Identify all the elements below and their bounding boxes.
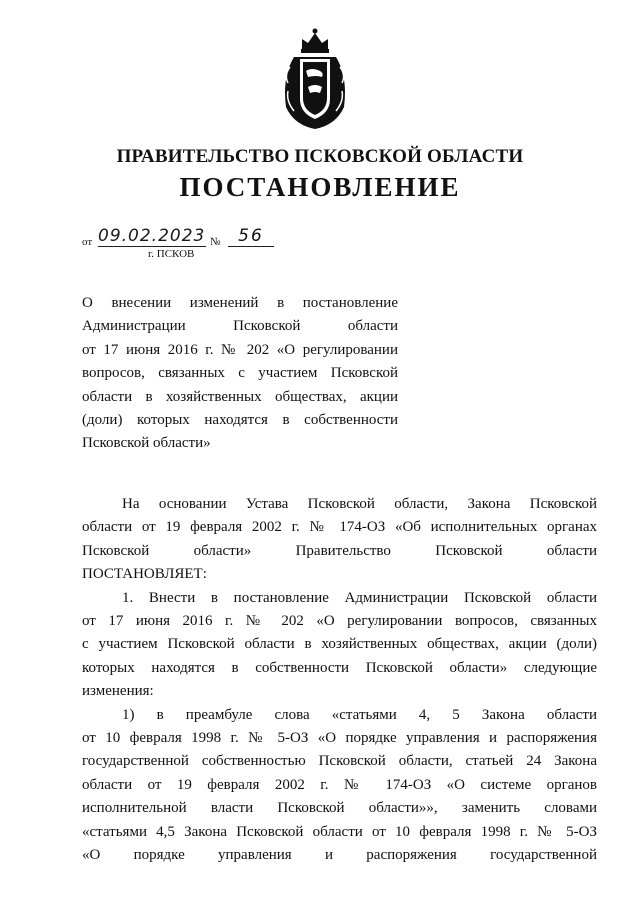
date-prefix: от [82, 236, 93, 248]
body-line: которых находятся в собственности Псковской области» следующие [82, 659, 597, 676]
body-line: 1. Внести в постановление Администрации Псковской области [122, 589, 597, 606]
subject-line: (доли) которых находятся в собственности [82, 412, 398, 429]
body-line: ПОСТАНОВЛЯЕТ: [82, 566, 207, 583]
subject-block [82, 292, 398, 456]
document-type-title: ПОСТАНОВЛЕНИЕ [179, 172, 461, 202]
body-line: 1) в преамбуле слова «статьями 4, 5 Закона области [122, 706, 597, 723]
body-line: На основании Устава Псковской области, Закона Псковской [122, 496, 597, 512]
body-line: «О порядке управления и распоряжения государственной [82, 847, 597, 864]
number-prefix: № [210, 236, 221, 248]
subject-line: области в хозяйственных обществах, акции [82, 388, 398, 405]
body-line: от 17 июня 2016 г. № 202 «О регулировании вопросов, связанных [82, 613, 597, 630]
pskov-coat-of-arms-icon [272, 27, 358, 131]
body-text [82, 493, 597, 868]
body-line: Псковской области» Правительство Псковской области [82, 542, 597, 559]
subject-line: вопросов, связанных с участием Псковской [82, 365, 398, 382]
subject-line: Администрации Псковской области [82, 318, 398, 335]
body-line: изменения: [82, 683, 154, 700]
subject-line: О внесении изменений в постановление [82, 295, 398, 311]
date-number-block [82, 228, 282, 268]
body-line: с участием Псковской области в хозяйственных обществах, акции (доли) [82, 636, 597, 653]
document-date: 09.02.2023 [98, 226, 206, 246]
body-line: области от 19 февраля 2002 г. № 174-ОЗ «Об исполнительных органах [82, 519, 597, 536]
body-line: от 10 февраля 1998 г. № 5-ОЗ «О порядке управления и распоряжения [82, 730, 597, 747]
body-line: «статьями 4,5 Закона Псковской области от 10 февраля 1998 г. № 5-ОЗ [82, 823, 597, 840]
subject-line: от 17 июня 2016 г. № 202 «О регулировании [82, 341, 398, 358]
subject-line: Псковской области» [82, 435, 211, 452]
body-line: исполнительной власти Псковской области»», заменить словами [82, 800, 597, 817]
body-line: области от 19 февраля 2002 г. № 174-ОЗ «О системе органов [82, 776, 597, 793]
body-line: государственной собственностью Псковской области, статьей 24 Закона [82, 753, 597, 770]
document-number: 56 [228, 226, 274, 247]
organization-title: ПРАВИТЕЛЬСТВО ПСКОВСКОЙ ОБЛАСТИ [116, 146, 524, 167]
city-label: г. ПСКОВ [148, 248, 195, 260]
